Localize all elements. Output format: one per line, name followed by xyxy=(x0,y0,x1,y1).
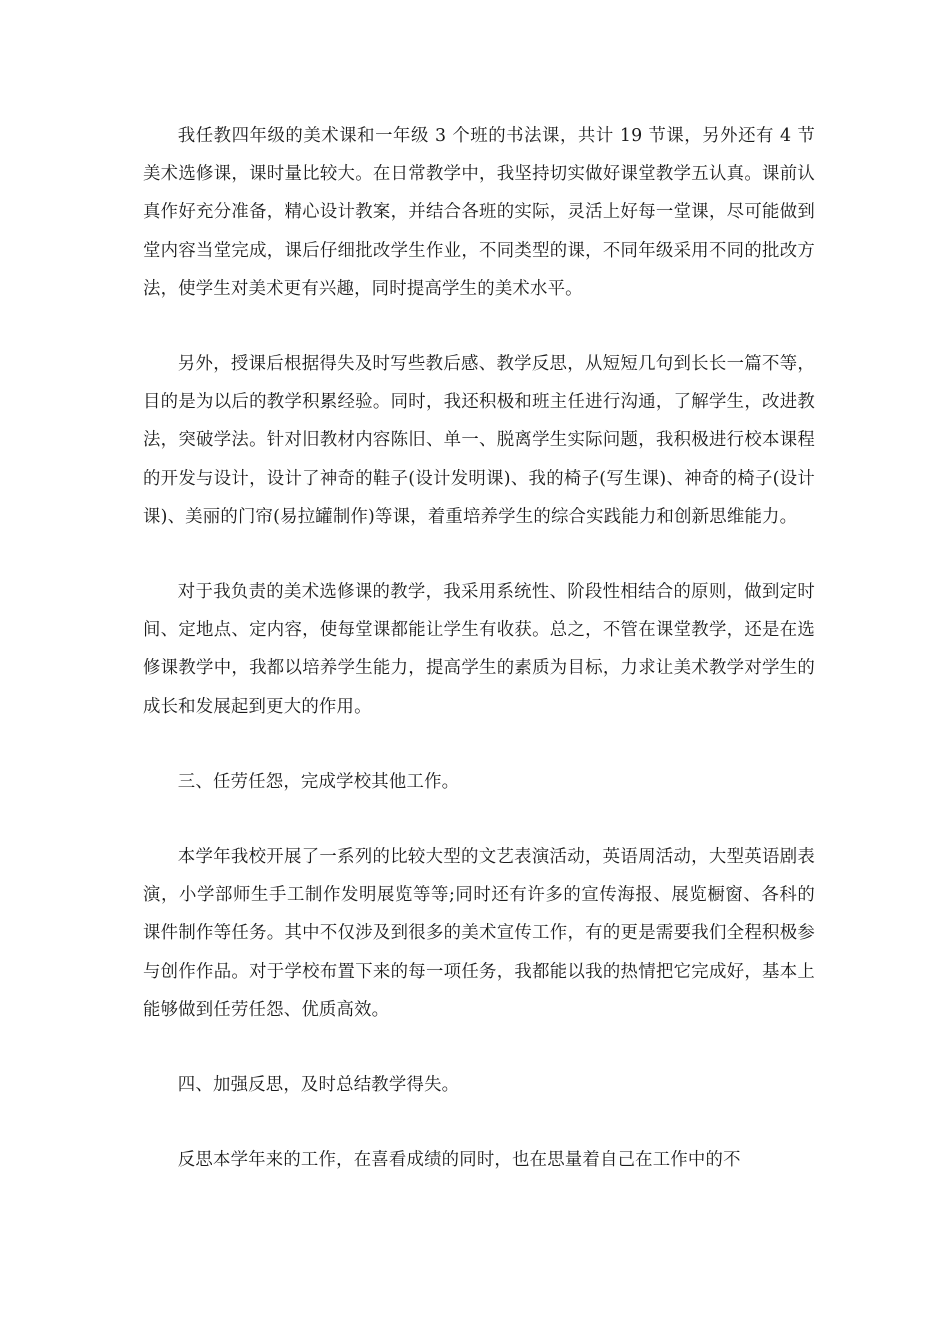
paragraph-school-activities: 本学年我校开展了一系列的比较大型的文艺表演活动，英语周活动，大型英语剧表演，小学部师生手工制作发明展览等等;同时还有许多的宣传海报、展览橱窗、各科的课件制作等任务。其中不仅涉及到很多的美术宣传工作，有的更是需要我们全程积极参与创作作品。对于学校布置下来的每一项任务，我都能以我的热情把它完成好，基本上能够做到任劳任怨、优质高效。 xyxy=(143,847,815,1020)
paragraph-teaching-load: 我任教四年级的美术课和一年级 3 个班的书法课，共计 19 节课，另外还有 4 节美术选修课，课时量比较大。在日常教学中，我坚持切实做好课堂教学五认真。课前认真作好充分准备，精心设计教案，并结合各班的实际，灵活上好每一堂课，尽可能做到堂内容当堂完成，课后仔细批改学生作业，不同类型的课，不同年级采用不同的批改方法，使学生对美术更有兴趣，同时提高学生的美术水平。 xyxy=(143,126,815,299)
paragraph-gap xyxy=(143,308,815,345)
section-heading-three: 三、任劳任怨，完成学校其他工作。 xyxy=(177,771,460,792)
paragraph-gap xyxy=(143,1029,815,1066)
document-body xyxy=(143,117,815,1179)
paragraph-gap xyxy=(143,1104,815,1141)
paragraph-gap xyxy=(143,536,815,573)
paragraph-reflection-curriculum: 另外，授课后根据得失及时写些教后感、教学反思，从短短几句到长长一篇不等，目的是为以后的教学积累经验。同时，我还积极和班主任进行沟通，了解学生，改进教法，突破学法。针对旧教材内容陈旧、单一、脱离学生实际问题，我积极进行校本课程的开发与设计，设计了神奇的鞋子(设计发明课)、我的椅子(写生课)、神奇的椅子(设计课)、美丽的门帘(易拉罐制作)等课，着重培养学生的综合实践能力和创新思维能力。 xyxy=(143,354,815,527)
paragraph-elective-course: 对于我负责的美术选修课的教学，我采用系统性、阶段性相结合的原则，做到定时间、定地点、定内容，使每堂课都能让学生有收获。总之，不管在课堂教学，还是在选修课教学中，我都以培养学生能力，提高学生的素质为目标，力求让美术教学对学生的成长和发展起到更大的作用。 xyxy=(143,582,815,717)
paragraph-gap xyxy=(143,801,815,838)
paragraph-gap xyxy=(143,726,815,763)
section-heading-four: 四、加强反思，及时总结教学得失。 xyxy=(177,1075,460,1096)
paragraph-year-reflection: 反思本学年来的工作，在喜看成绩的同时，也在思量着自己在工作中的不 xyxy=(177,1150,741,1171)
